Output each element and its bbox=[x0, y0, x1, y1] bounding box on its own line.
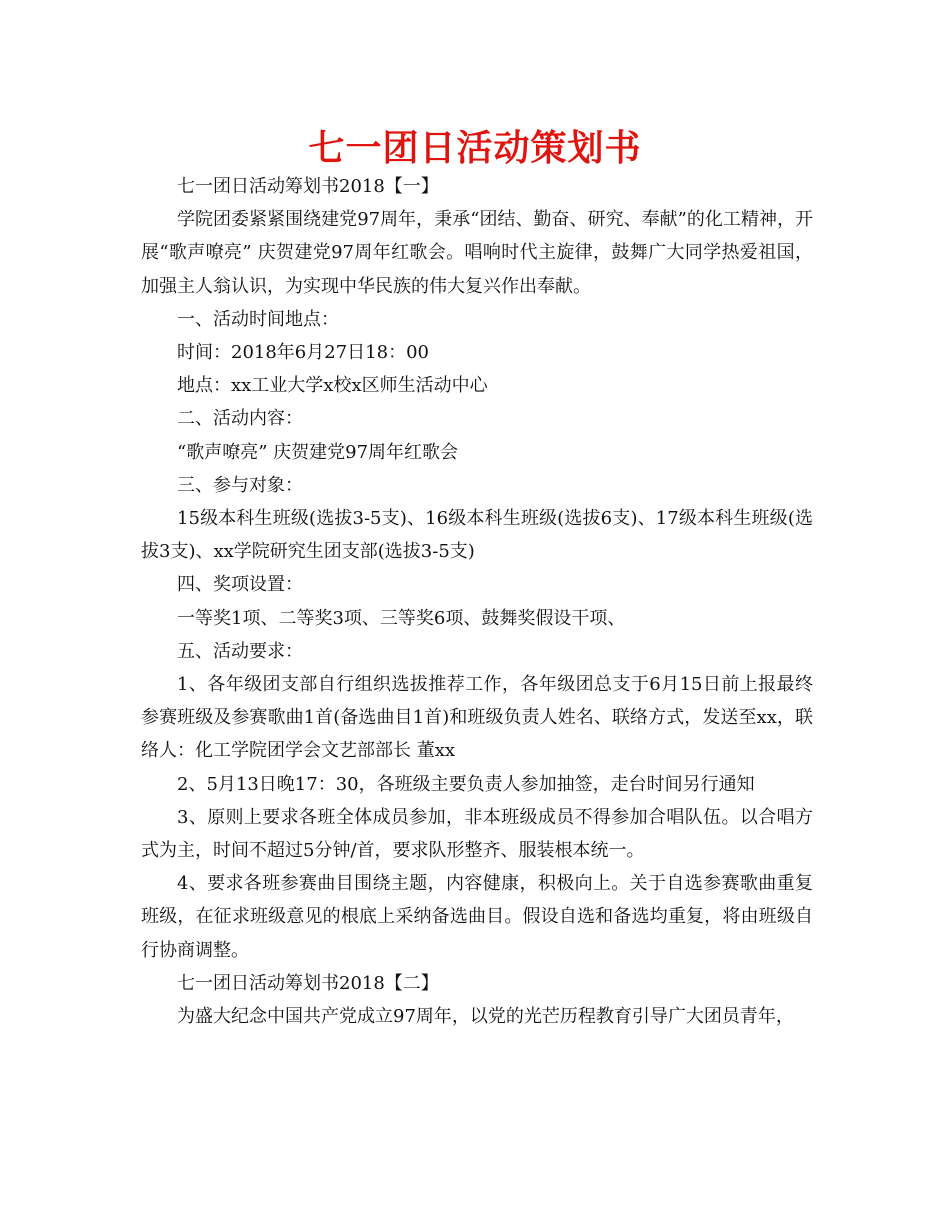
document-body bbox=[141, 170, 813, 1033]
paragraph-awards: 一等奖1项、二等奖3项、三等奖6项、鼓舞奖假设干项、 bbox=[177, 607, 626, 629]
paragraph-requirement-4: 4、要求各班参赛曲目围绕主题，内容健康，积极向上。关于自选参赛歌曲重复班级，在征求班级意见的根底上采纳备选曲目。假设自选和备选均重复，将由班级自行协商调整。 bbox=[141, 873, 813, 961]
paragraph-heading-time-place: 一、活动时间地点： bbox=[177, 308, 339, 330]
paragraph-intro: 学院团委紧紧围绕建党97周年，秉承“团结、勤奋、研究、奉献”的化工精神，开展“歌声嘹亮” 庆贺建党97周年红歌会。唱响时代主旋律，鼓舞广大同学热爱祖国，加强主人翁认识，为实现中华民族的伟大复兴作出奉献。 bbox=[141, 209, 813, 297]
paragraph-requirement-2: 2、5月13日晚17：30，各班级主要负责人参加抽签，走台时间另行通知 bbox=[177, 773, 755, 795]
paragraph-heading-requirements: 五、活动要求： bbox=[177, 640, 303, 662]
paragraph-place: 地点：xx工业大学x校x区师生活动中心 bbox=[177, 375, 488, 397]
paragraph-content: “歌声嘹亮” 庆贺建党97周年红歌会 bbox=[177, 441, 459, 463]
paragraph-heading-awards: 四、奖项设置： bbox=[177, 574, 303, 596]
paragraph-participants: 15级本科生班级(选拔3-5支)、16级本科生班级(选拔6支)、17级本科生班级(选拔3支)、xx学院研究生团支部(选拔3-5支) bbox=[141, 508, 813, 563]
paragraph-section-heading-1: 七一团日活动筹划书2018【一】 bbox=[177, 176, 439, 197]
paragraph-time: 时间：2018年6月27日18：00 bbox=[177, 342, 429, 364]
paragraph-requirement-1: 1、各年级团支部自行组织选拔推荐工作，各年级团总支于6月15日前上报最终参赛班级及参赛歌曲1首(备选曲目1首)和班级负责人姓名、联络方式，发送至xx，联络人：化工学院团学会文艺部部长 董xx bbox=[141, 674, 813, 762]
paragraph-heading-participants: 三、参与对象： bbox=[177, 474, 303, 496]
paragraph-section-heading-2: 七一团日活动筹划书2018【二】 bbox=[177, 972, 439, 994]
document-title: 七一团日活动策划书 bbox=[308, 128, 642, 169]
paragraph-heading-content: 二、活动内容： bbox=[177, 408, 303, 430]
paragraph-requirement-3: 3、原则上要求各班全体成员参加，非本班级成员不得参加合唱队伍。以合唱方式为主，时间不超过5分钟/首，要求队形整齐、服装根本统一。 bbox=[141, 806, 813, 862]
paragraph-section-2-intro: 为盛大纪念中国共产党成立97周年，以党的光芒历程教育引导广大团员青年， bbox=[177, 1006, 794, 1028]
